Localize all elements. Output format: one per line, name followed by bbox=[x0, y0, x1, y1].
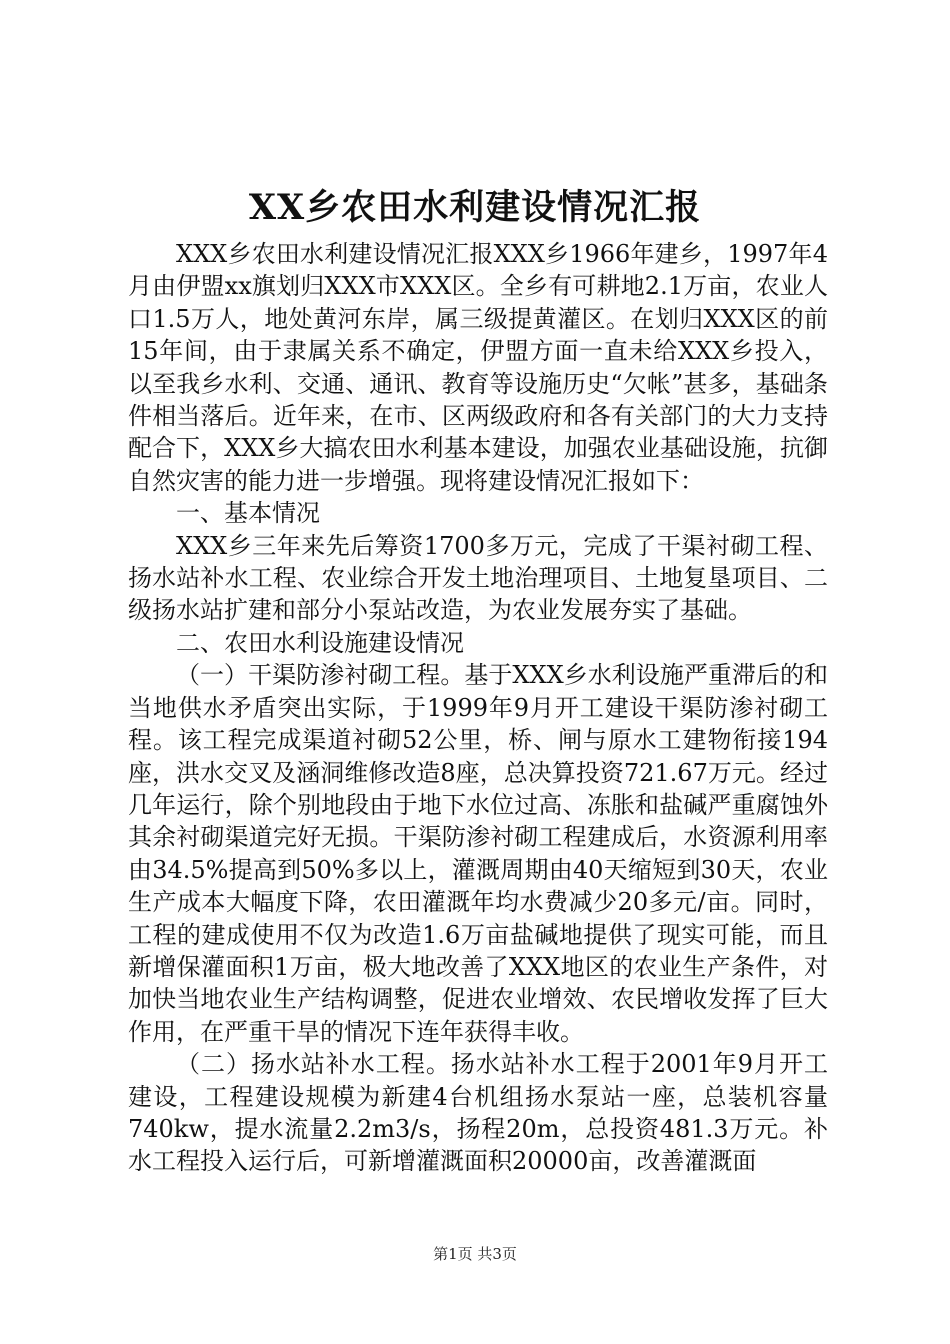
document-title: XX乡农田水利建设情况汇报 bbox=[248, 187, 702, 228]
paragraph-canal-lining: （一）干渠防渗衬砌工程。基于XXX乡水利设施严重滞后的和当地供水矛盾突出实际，于1999年9月开工建设干渠防渗衬砌工程。该工程完成渠道衬砌52公里，桥、闸与原水工建物衔接194座，洪水交叉及涵洞维修改造8座，总决算投资721.67万元。经过几年运行，除个别地段由于地下水位过高、冻胀和盐碱严重腐蚀外其余衬砌渠道完好无损。干渠防渗衬砌工程建成后，水资源利用率由34.5%提高到50%多以上，灌溉周期由40天缩短到30天，农业生产成本大幅度下降，农田灌溉年均水费减少20多元/亩。同时，工程的建成使用不仅为改造1.6万亩盐碱地提供了现实可能，而且新增保灌面积1万亩，极大地改善了XXX地区的农业生产条件，对加快当地农业生产结构调整，促进农业增效、农民增收发挥了巨大作用，在严重干旱的情况下连年获得丰收。 bbox=[128, 661, 828, 1046]
page-footer: 第1页 共3页 bbox=[433, 1245, 517, 1263]
paragraph-basic: XXX乡三年来先后筹资1700多万元，完成了干渠衬砌工程、扬水站补水工程、农业综合开发土地治理项目、土地复垦项目、二级扬水站扩建和部分小泵站改造，为农业发展夯实了基础。 bbox=[128, 531, 828, 625]
document-body bbox=[128, 238, 828, 1178]
section-heading-facilities: 二、农田水利设施建设情况 bbox=[176, 628, 464, 657]
section-heading-basic: 一、基本情况 bbox=[176, 499, 320, 528]
paragraph-intro: XXX乡农田水利建设情况汇报XXX乡1966年建乡，1997年4月由伊盟xx旗划归XXX市XXX区。全乡有可耕地2.1万亩，农业人口1.5万人，地处黄河东岸，属三级提黄灌区。在划归XXX区的前15年间，由于隶属关系不确定，伊盟方面一直未给XXX乡投入，以至我乡水利、交通、通讯、教育等设施历史“欠帐”甚多，基础条件相当落后。近年来，在市、区两级政府和各有关部门的大力支持配合下，XXX乡大搞农田水利基本建设，加强农业基础设施，抗御自然灾害的能力进一步增强。现将建设情况汇报如下： bbox=[128, 240, 828, 495]
paragraph-pump-station: （二）扬水站补水工程。扬水站补水工程于2001年9月开工建设，工程建设规模为新建4台机组扬水泵站一座，总装机容量740kw，提水流量2.2m3/s，扬程20m，总投资481.3万元。补水工程投入运行后，可新增灌溉面积20000亩，改善灌溉面 bbox=[128, 1050, 828, 1176]
